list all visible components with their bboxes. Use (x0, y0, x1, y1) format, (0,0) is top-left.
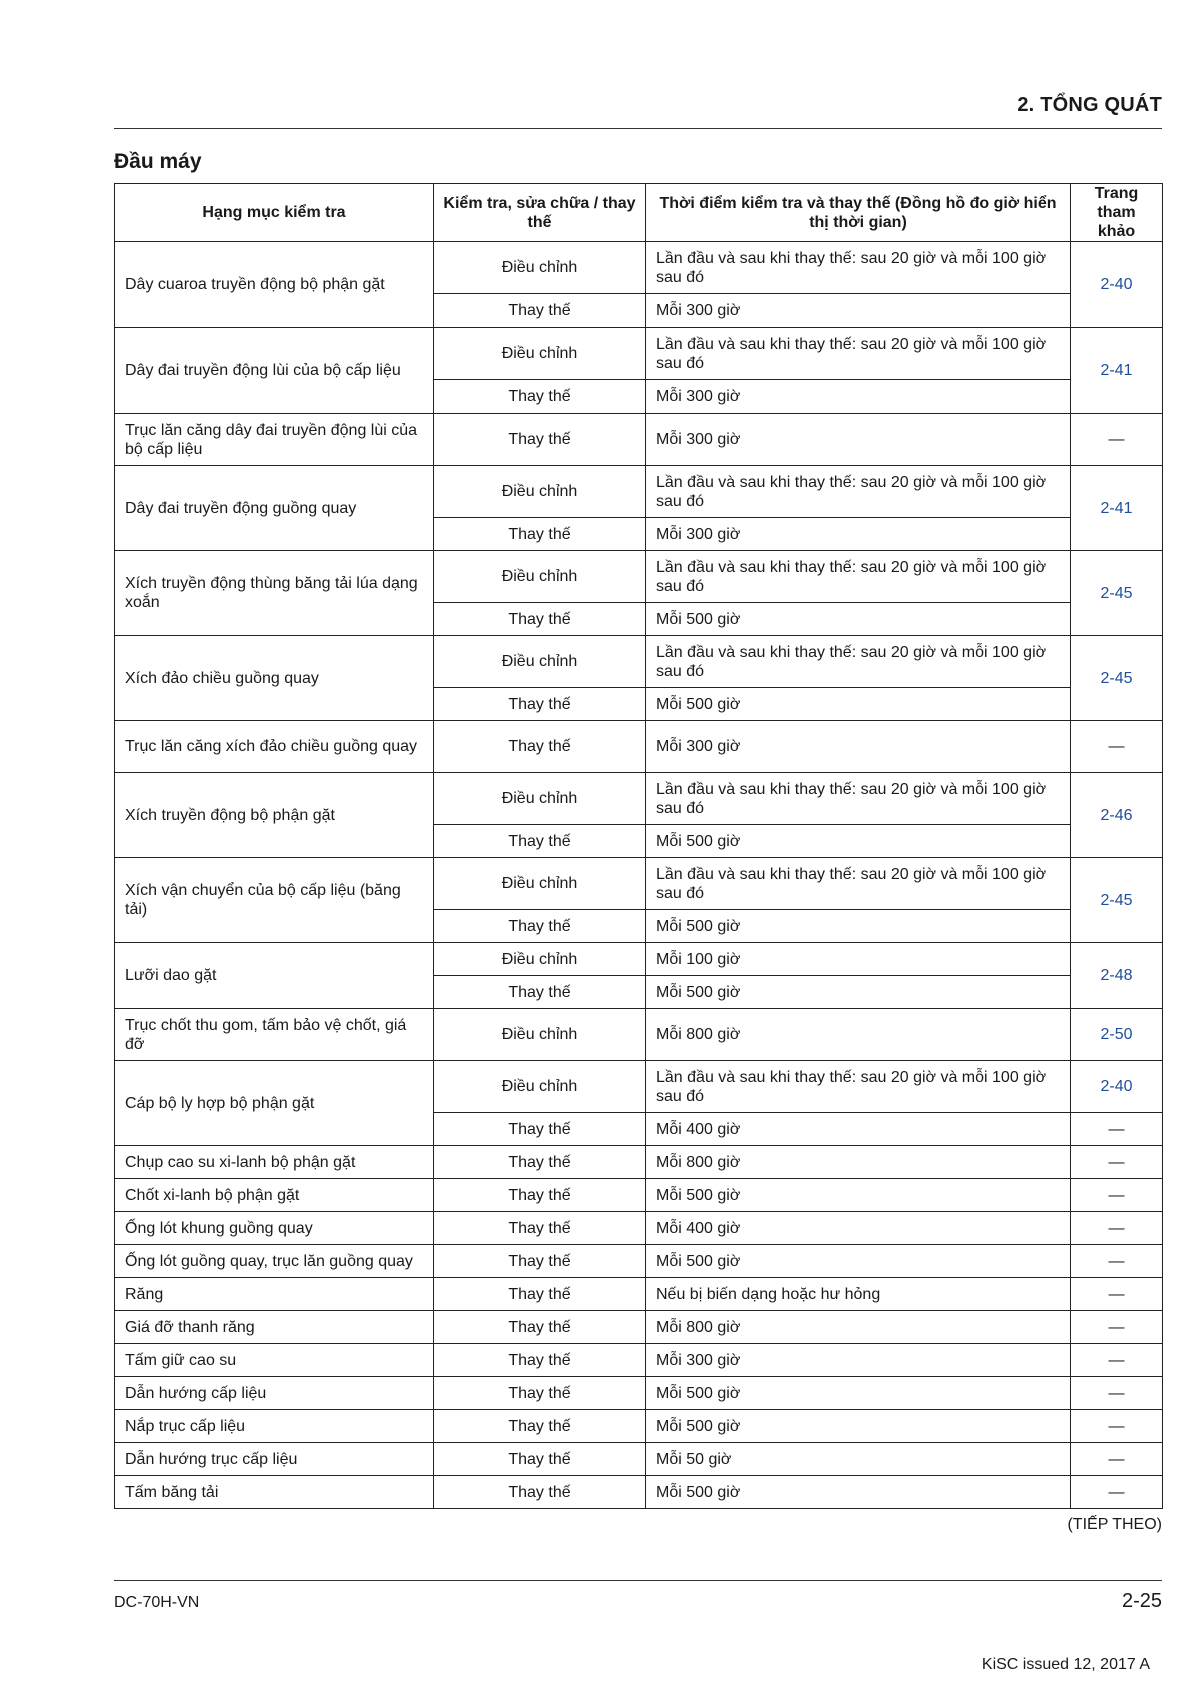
time-cell: Nếu bị biến dạng hoặc hư hỏng (646, 1278, 1071, 1311)
table-row (115, 1476, 1163, 1509)
ref-cell: 2-48 (1071, 943, 1163, 1009)
ref-cell: — (1071, 721, 1163, 773)
ref-cell: 2-45 (1071, 636, 1163, 721)
action-cell: Thay thế (434, 825, 646, 858)
table-row (115, 858, 1163, 910)
table-row (115, 1410, 1163, 1443)
action-cell: Điều chỉnh (434, 328, 646, 380)
time-cell: Mỗi 300 giờ (646, 1344, 1071, 1377)
item-cell: Ống lót khung guồng quay (115, 1212, 434, 1245)
ref-cell: — (1071, 1212, 1163, 1245)
item-cell: Tấm băng tải (115, 1476, 434, 1509)
time-cell: Lần đầu và sau khi thay thế: sau 20 giờ và mỗi 100 giờ sau đó (646, 1061, 1071, 1113)
ref-cell: — (1071, 1311, 1163, 1344)
item-cell: Trục lăn căng xích đảo chiều guồng quay (115, 721, 434, 773)
action-cell: Điều chỉnh (434, 773, 646, 825)
column-header-item: Hạng mục kiểm tra (115, 184, 434, 242)
action-cell: Điều chỉnh (434, 551, 646, 603)
time-cell: Mỗi 400 giờ (646, 1113, 1071, 1146)
action-cell: Thay thế (434, 380, 646, 414)
item-cell: Dây đai truyền động lùi của bộ cấp liệu (115, 328, 434, 414)
action-cell: Thay thế (434, 1212, 646, 1245)
ref-cell: 2-41 (1071, 328, 1163, 414)
time-cell: Mỗi 500 giờ (646, 603, 1071, 636)
header-rule (114, 128, 1162, 129)
item-cell: Dây đai truyền động guồng quay (115, 466, 434, 551)
section-title: Đầu máy (114, 150, 202, 173)
time-cell: Mỗi 500 giờ (646, 1179, 1071, 1212)
table-row (115, 1179, 1163, 1212)
footer-rule (114, 1580, 1162, 1581)
action-cell: Thay thế (434, 1113, 646, 1146)
ref-cell: — (1071, 1179, 1163, 1212)
table-row (115, 943, 1163, 976)
item-cell: Lưỡi dao gặt (115, 943, 434, 1009)
action-cell: Thay thế (434, 294, 646, 328)
time-cell: Mỗi 500 giờ (646, 976, 1071, 1009)
ref-cell: — (1071, 1443, 1163, 1476)
action-cell: Thay thế (434, 1410, 646, 1443)
ref-cell: — (1071, 1410, 1163, 1443)
action-cell: Thay thế (434, 910, 646, 943)
item-cell: Răng (115, 1278, 434, 1311)
ref-cell: — (1071, 1476, 1163, 1509)
table-row (115, 328, 1163, 380)
ref-cell: 2-40 (1071, 242, 1163, 328)
ref-cell: 2-46 (1071, 773, 1163, 858)
item-cell: Trục lăn căng dây đai truyền động lùi của bộ cấp liệu (115, 414, 434, 466)
action-cell: Thay thế (434, 1377, 646, 1410)
time-cell: Lần đầu và sau khi thay thế: sau 20 giờ và mỗi 100 giờ sau đó (646, 551, 1071, 603)
item-cell: Giá đỡ thanh răng (115, 1311, 434, 1344)
time-cell: Mỗi 500 giờ (646, 688, 1071, 721)
time-cell: Mỗi 300 giờ (646, 721, 1071, 773)
table-row (115, 1146, 1163, 1179)
table-row (115, 1245, 1163, 1278)
time-cell: Mỗi 500 giờ (646, 910, 1071, 943)
time-cell: Lần đầu và sau khi thay thế: sau 20 giờ và mỗi 100 giờ sau đó (646, 773, 1071, 825)
item-cell: Xích truyền động thùng băng tải lúa dạng xoắn (115, 551, 434, 636)
item-cell: Nắp trục cấp liệu (115, 1410, 434, 1443)
action-cell: Điều chỉnh (434, 242, 646, 294)
document-code: DC-70H-VN (114, 1594, 200, 1611)
table-row (115, 1377, 1163, 1410)
item-cell: Chụp cao su xi-lanh bộ phận gặt (115, 1146, 434, 1179)
time-cell: Lần đầu và sau khi thay thế: sau 20 giờ và mỗi 100 giờ sau đó (646, 636, 1071, 688)
time-cell: Mỗi 500 giờ (646, 1410, 1071, 1443)
table-row (115, 1212, 1163, 1245)
time-cell: Lần đầu và sau khi thay thế: sau 20 giờ và mỗi 100 giờ sau đó (646, 858, 1071, 910)
item-cell: Tấm giữ cao su (115, 1344, 434, 1377)
action-cell: Thay thế (434, 721, 646, 773)
ref-cell: — (1071, 1113, 1163, 1146)
action-cell: Thay thế (434, 1311, 646, 1344)
table-row (115, 721, 1163, 773)
page-number: 2-25 (1121, 1590, 1162, 1612)
action-cell: Điều chỉnh (434, 1061, 646, 1113)
item-cell: Xích đảo chiều guồng quay (115, 636, 434, 721)
issue-note: KiSC issued 12, 2017 A (981, 1656, 1150, 1673)
ref-cell: — (1071, 1146, 1163, 1179)
ref-cell: — (1071, 1377, 1163, 1410)
ref-cell: — (1071, 1344, 1163, 1377)
time-cell: Mỗi 300 giờ (646, 518, 1071, 551)
time-cell: Mỗi 400 giờ (646, 1212, 1071, 1245)
table-row (115, 242, 1163, 294)
item-cell: Chốt xi-lanh bộ phận gặt (115, 1179, 434, 1212)
time-cell: Lần đầu và sau khi thay thế: sau 20 giờ và mỗi 100 giờ sau đó (646, 328, 1071, 380)
item-cell: Dẫn hướng trục cấp liệu (115, 1443, 434, 1476)
item-cell: Dẫn hướng cấp liệu (115, 1377, 434, 1410)
ref-cell: 2-45 (1071, 858, 1163, 943)
action-cell: Điều chỉnh (434, 858, 646, 910)
item-cell: Cáp bộ ly hợp bộ phận gặt (115, 1061, 434, 1146)
table-row (115, 414, 1163, 466)
table-row (115, 551, 1163, 603)
ref-cell: 2-45 (1071, 551, 1163, 636)
action-cell: Thay thế (434, 1146, 646, 1179)
action-cell: Thay thế (434, 1278, 646, 1311)
time-cell: Mỗi 300 giờ (646, 414, 1071, 466)
item-cell: Xích vận chuyển của bộ cấp liệu (băng tải) (115, 858, 434, 943)
table-row (115, 1009, 1163, 1061)
time-cell: Mỗi 800 giờ (646, 1146, 1071, 1179)
column-header-time: Thời điểm kiểm tra và thay thế (Đồng hồ đo giờ hiển thị thời gian) (646, 184, 1071, 242)
ref-cell: 2-41 (1071, 466, 1163, 551)
action-cell: Thay thế (434, 1245, 646, 1278)
time-cell: Lần đầu và sau khi thay thế: sau 20 giờ và mỗi 100 giờ sau đó (646, 242, 1071, 294)
time-cell: Mỗi 100 giờ (646, 943, 1071, 976)
column-header-action: Kiểm tra, sửa chữa / thay thế (434, 184, 646, 242)
item-cell: Trục chốt thu gom, tấm bảo vệ chốt, giá đỡ (115, 1009, 434, 1061)
table-header-row (115, 184, 1163, 242)
action-cell: Thay thế (434, 976, 646, 1009)
table-row (115, 1344, 1163, 1377)
ref-cell: — (1071, 1245, 1163, 1278)
action-cell: Điều chỉnh (434, 636, 646, 688)
ref-cell: — (1071, 414, 1163, 466)
action-cell: Thay thế (434, 518, 646, 551)
action-cell: Điều chỉnh (434, 943, 646, 976)
table-row (115, 1278, 1163, 1311)
action-cell: Điều chỉnh (434, 466, 646, 518)
table-row (115, 466, 1163, 518)
item-cell: Ống lót guồng quay, trục lăn guồng quay (115, 1245, 434, 1278)
time-cell: Mỗi 300 giờ (646, 294, 1071, 328)
action-cell: Thay thế (434, 1443, 646, 1476)
chapter-title: 2. TỔNG QUÁT (1017, 94, 1162, 116)
table-row (115, 773, 1163, 825)
time-cell: Mỗi 800 giờ (646, 1009, 1071, 1061)
action-cell: Thay thế (434, 1344, 646, 1377)
table-row (115, 1443, 1163, 1476)
time-cell: Mỗi 500 giờ (646, 1476, 1071, 1509)
time-cell: Mỗi 800 giờ (646, 1311, 1071, 1344)
action-cell: Thay thế (434, 414, 646, 466)
table-row (115, 636, 1163, 688)
time-cell: Mỗi 500 giờ (646, 825, 1071, 858)
item-cell: Dây cuaroa truyền động bộ phận gặt (115, 242, 434, 328)
ref-cell: — (1071, 1278, 1163, 1311)
ref-cell: 2-50 (1071, 1009, 1163, 1061)
column-header-ref: Trang tham khảo (1071, 184, 1163, 242)
action-cell: Thay thế (434, 1476, 646, 1509)
ref-cell: 2-40 (1071, 1061, 1163, 1113)
time-cell: Mỗi 500 giờ (646, 1245, 1071, 1278)
action-cell: Thay thế (434, 688, 646, 721)
maintenance-table (114, 183, 1163, 1509)
item-cell: Xích truyền động bộ phận gặt (115, 773, 434, 858)
time-cell: Mỗi 500 giờ (646, 1377, 1071, 1410)
continued-note: (TIẾP THEO) (1067, 1516, 1162, 1533)
action-cell: Thay thế (434, 1179, 646, 1212)
time-cell: Mỗi 300 giờ (646, 380, 1071, 414)
table-row (115, 1061, 1163, 1113)
time-cell: Lần đầu và sau khi thay thế: sau 20 giờ và mỗi 100 giờ sau đó (646, 466, 1071, 518)
time-cell: Mỗi 50 giờ (646, 1443, 1071, 1476)
action-cell: Thay thế (434, 603, 646, 636)
action-cell: Điều chỉnh (434, 1009, 646, 1061)
table-row (115, 1311, 1163, 1344)
